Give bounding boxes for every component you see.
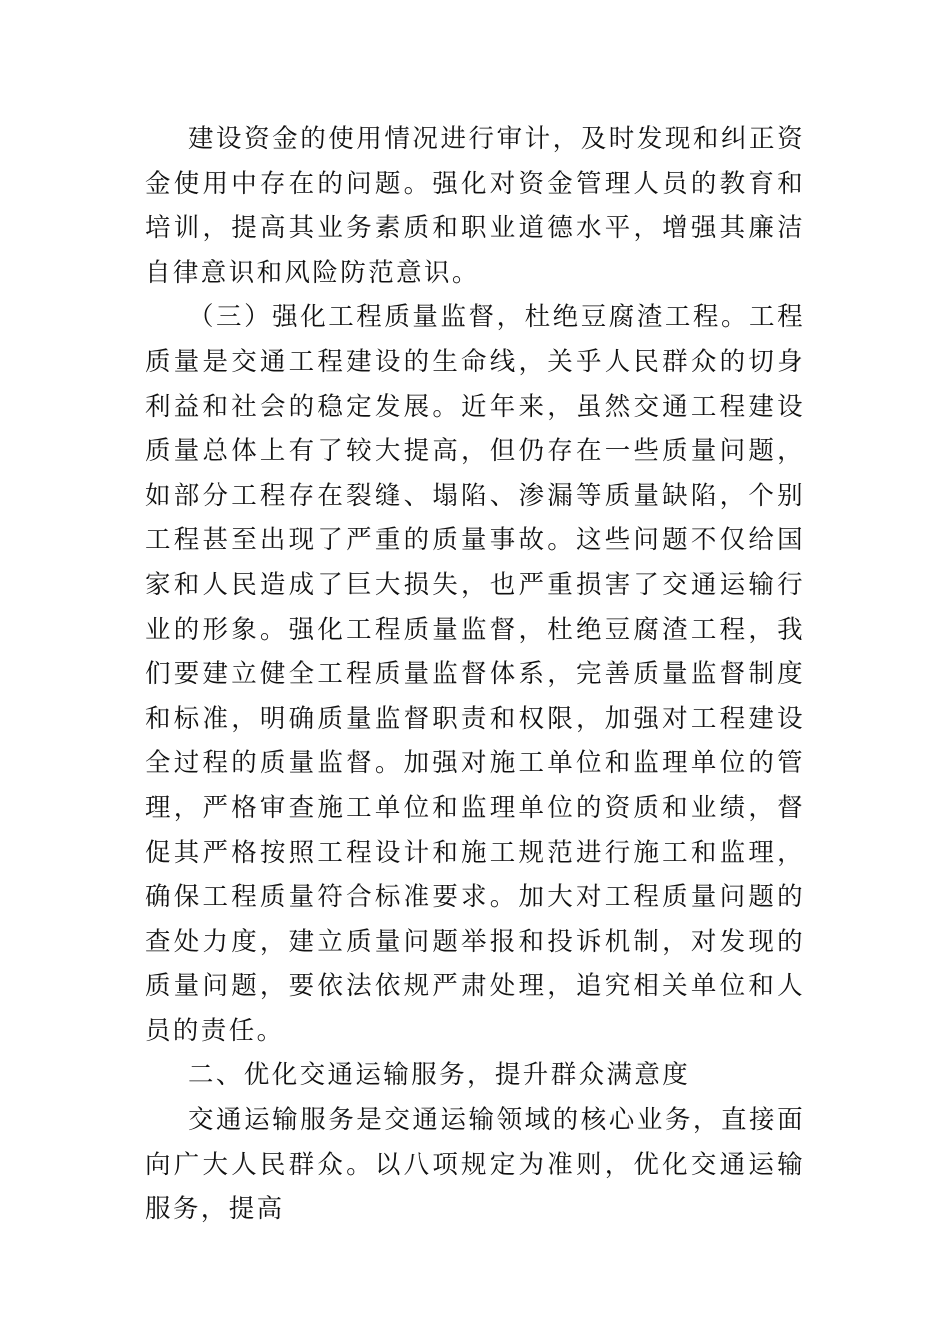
text-line: 位的管理，严格审查施工单位和监理单位的资质和业绩， [145, 748, 805, 823]
text-line: 用中存在的问题。强化对资金管理人员的教育和培训，提 [145, 168, 805, 244]
text-line: 要依法依规严肃处理，追究相关单位和人员的责任。 [145, 971, 805, 1046]
section-heading-optimize-service [145, 1053, 805, 1098]
document-page [145, 117, 805, 1232]
paragraph-quality-supervision [145, 295, 805, 1053]
text-line: 险防范意识。 [312, 257, 480, 288]
paragraph-fund-audit [145, 117, 805, 295]
text-line: 杜绝豆腐渣工程，我们要建立健全工程质量监督体系，完 [145, 614, 805, 690]
text-line: 保工程质量符合标准要求。加大对工程质量问题的查处力 [145, 882, 805, 957]
text-line: 交通运输服务是交通运输领域的核心业务，直接面向广 [145, 1105, 805, 1180]
text-line: 了较大提高，但仍存在一些质量问题，如部分工程存在裂 [145, 436, 805, 511]
text-line: 建设资金的使用情况进行审计，及时发现和纠正资金使 [145, 124, 805, 199]
text-line: 大人民群众。以八项规定为准则，优化交通运输服务，提 [145, 1149, 805, 1225]
text-line: 缝、塌陷、渗漏等质量缺陷，个别工程甚至出现了严重的 [145, 480, 805, 556]
text-line: （三）强化工程质量监督，杜绝豆腐渣工程。工程质量 [145, 302, 805, 377]
text-line: 对工程建设全过程的质量监督。加强对施工单位和监理单 [145, 703, 805, 779]
text-line: 是交通工程建设的生命线，关乎人民群众的切身利益和社 [145, 346, 805, 422]
text-line: 质量事故。这些问题不仅给国家和人民造成了巨大损失， [145, 525, 805, 600]
text-line: 会的稳定发展。近年来，虽然交通工程建设质量总体上有 [145, 391, 805, 467]
text-line: 善质量监督制度和标准，明确质量监督职责和权限，加强 [145, 659, 805, 734]
text-line: 度，建立质量问题举报和投诉机制，对发现的质量问题， [145, 926, 805, 1002]
heading-text: 二、优化交通运输服务，提升群众满意度 [188, 1060, 691, 1091]
text-line: 高其业务素质和职业道德水平，增强其廉洁自律意识和风 [145, 213, 805, 288]
text-line: 高 [256, 1194, 285, 1225]
text-line: 督促其严格按照工程设计和施工规范进行施工和监理，确 [145, 792, 805, 913]
text-line: 也严重损害了交通运输行业的形象。强化工程质量监督， [145, 569, 805, 645]
paragraph-transport-service [145, 1098, 805, 1232]
